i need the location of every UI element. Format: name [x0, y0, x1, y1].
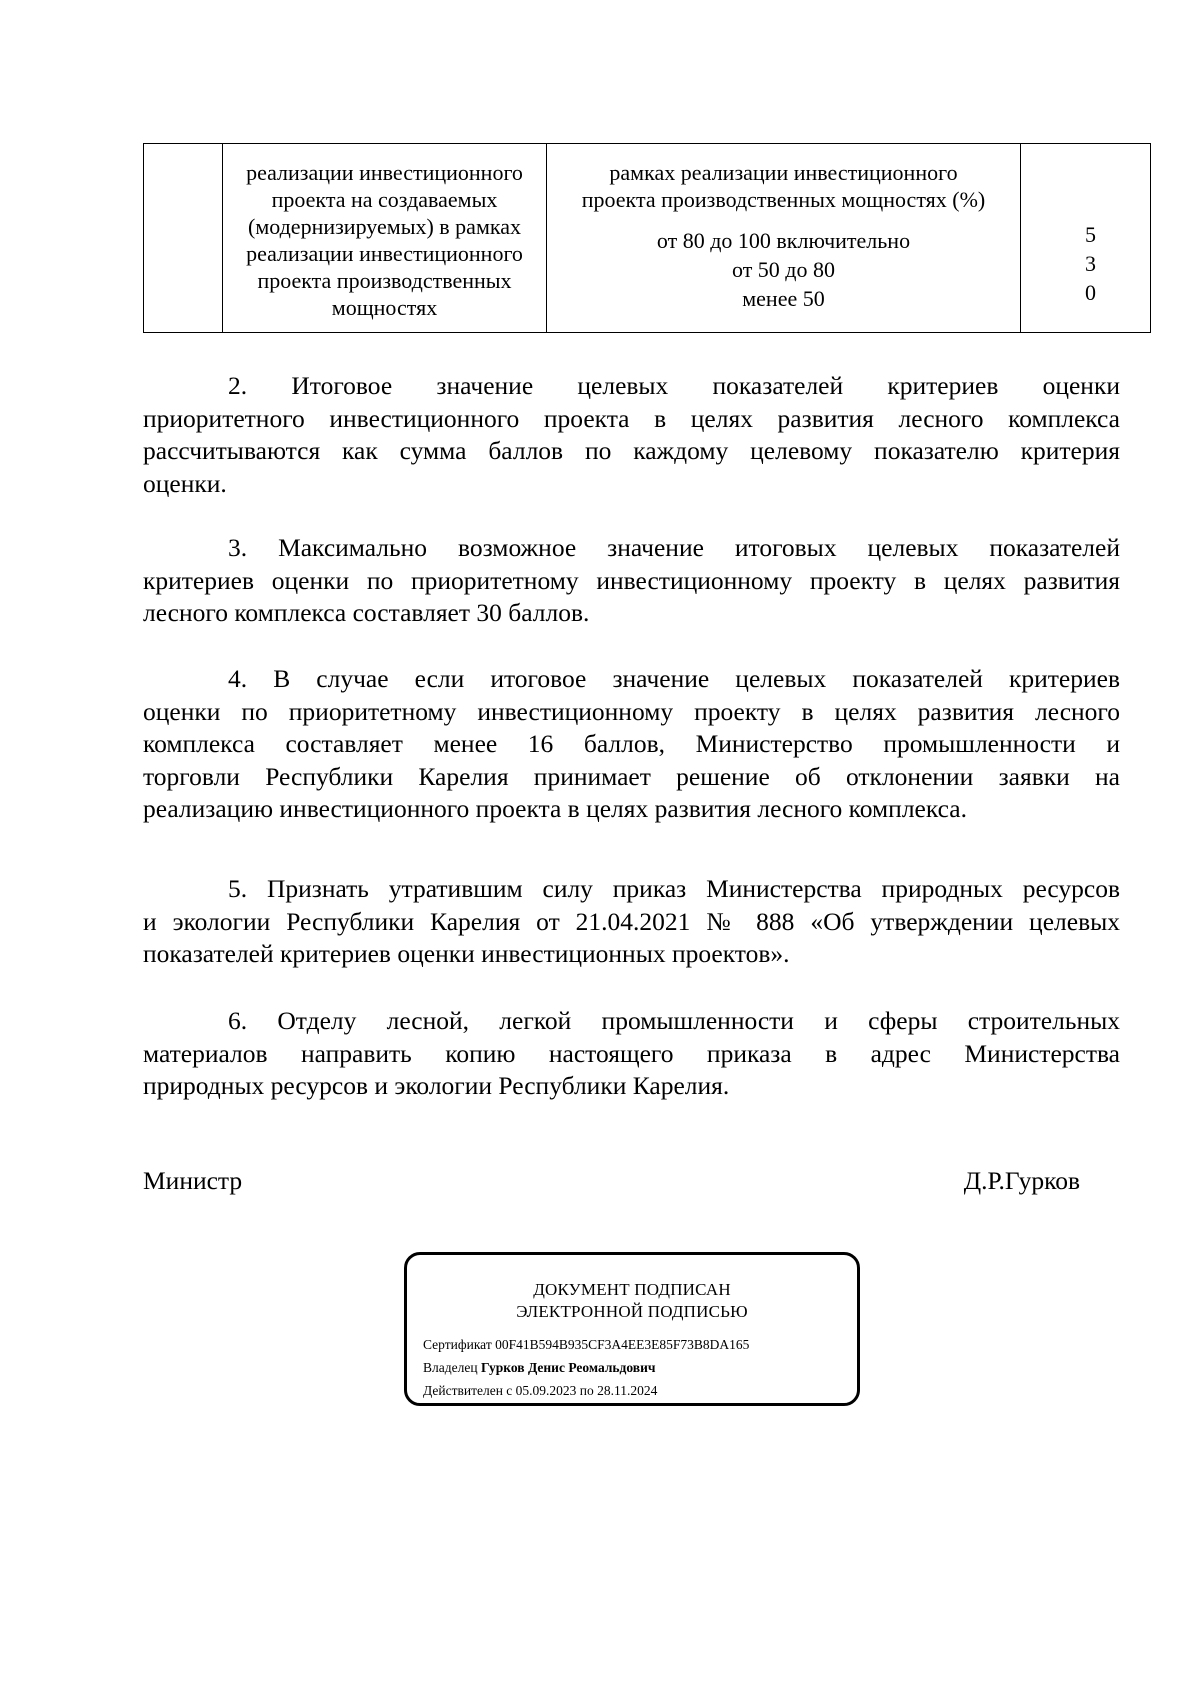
stamp-valid-label: Действителен с — [423, 1383, 513, 1398]
paragraph-line: показателей критериев оценки инвестиционных проектов». — [143, 939, 790, 968]
paragraph-line: комплекса составляет менее 16 баллов, Министерство промышленности и — [143, 729, 1120, 758]
indicator-line: проекта на создаваемых — [271, 187, 498, 212]
stamp-valid-to: 28.11.2024 — [597, 1383, 658, 1398]
stamp-certificate — [423, 1337, 749, 1353]
indicator-line: проекта производственных — [257, 268, 512, 293]
paragraph-line: и экологии Республики Карелия от 21.04.2021 № 888 «Об утверждении целевых — [143, 906, 1120, 936]
paragraph-line: 5. Признать утратившим силу приказ Министерства природных ресурсов — [228, 874, 1120, 903]
table-cell-indicator — [223, 144, 547, 333]
indicator-line: (модернизируемых) в рамках — [248, 214, 521, 239]
paragraph-line: 6. Отделу лесной, легкой промышленности и сферы строительных — [228, 1006, 1120, 1035]
indicator-line: мощностях — [331, 295, 438, 320]
paragraph-line: оценки. — [143, 468, 227, 498]
stamp-title-line: ЭЛЕКТРОННОЙ ПОДПИСЬЮ — [516, 1302, 748, 1321]
criteria-value: менее 50 — [742, 286, 825, 311]
signer-position: Министр — [143, 1166, 243, 1195]
stamp-validity — [423, 1383, 657, 1399]
paragraph-line: 3. Максимально возможное значение итоговых целевых показателей — [228, 533, 1120, 562]
stamp-owner — [423, 1360, 655, 1376]
criteria-value: от 50 до 80 — [731, 257, 836, 282]
paragraph-line: рассчитываются как сумма баллов по каждому целевому показателю критерия — [143, 436, 1120, 465]
signer-name: Д.Р.Гурков — [963, 1166, 1080, 1195]
paragraph-3 — [143, 532, 1120, 630]
table-cell-number — [144, 144, 223, 333]
indicator-line: реализации инвестиционного — [246, 160, 523, 185]
stamp-valid-to-label: по — [579, 1383, 594, 1398]
table-cell-score — [1021, 144, 1151, 333]
paragraph-2 — [143, 370, 1120, 500]
indicator-line: реализации инвестиционного — [246, 241, 523, 266]
paragraph-line: природных ресурсов и экологии Республики Карелия. — [143, 1071, 730, 1100]
stamp-owner-label: Владелец — [423, 1360, 478, 1375]
stamp-cert-label: Сертификат — [423, 1337, 492, 1352]
paragraph-line: критериев оценки по приоритетному инвестиционному проекту в целях развития — [143, 565, 1120, 595]
paragraph-line: торговли Республики Карелия принимает решение об отклонении заявки на — [143, 761, 1120, 791]
stamp-title-line: ДОКУМЕНТ ПОДПИСАН — [533, 1280, 731, 1299]
paragraph-line: 4. В случае если итоговое значение целевых показателей критериев — [228, 664, 1120, 693]
paragraph-line: оценки по приоритетному инвестиционному проекту в целях развития лесного — [143, 696, 1120, 726]
score-value: 5 — [1085, 222, 1096, 247]
stamp-cert-value: 00F41B594B935CF3A4EE3E85F73B8DA165 — [495, 1337, 750, 1352]
table-row — [144, 144, 1151, 333]
paragraph-line: материалов направить копию настоящего приказа в адрес Министерства — [143, 1038, 1120, 1068]
criteria-head-line: рамках реализации инвестиционного — [609, 160, 958, 185]
paragraph-line: 2. Итоговое значение целевых показателей критериев оценки — [228, 371, 1120, 400]
paragraph-6 — [143, 1005, 1120, 1103]
paragraph-4 — [143, 663, 1120, 826]
paragraph-line: реализацию инвестиционного проекта в целях развития лесного комплекса. — [143, 794, 967, 823]
criteria-head-line: проекта производственных мощностях (%) — [581, 187, 986, 212]
electronic-signature-stamp — [404, 1252, 860, 1406]
paragraph-line: приоритетного инвестиционного проекта в целях развития лесного комплекса — [143, 403, 1120, 433]
signature-row — [143, 1166, 1080, 1200]
table-cell-criteria — [547, 144, 1021, 333]
criteria-value: от 80 до 100 включительно — [656, 228, 911, 253]
criteria-table — [143, 143, 1151, 333]
paragraph-5 — [143, 873, 1120, 971]
stamp-valid-from: 05.09.2023 — [515, 1383, 577, 1398]
score-value: 0 — [1085, 280, 1096, 305]
score-value: 3 — [1085, 251, 1096, 276]
paragraph-line: лесного комплекса составляет 30 баллов. — [143, 598, 590, 627]
stamp-owner-value: Гурков Денис Реомальдович — [480, 1360, 656, 1375]
